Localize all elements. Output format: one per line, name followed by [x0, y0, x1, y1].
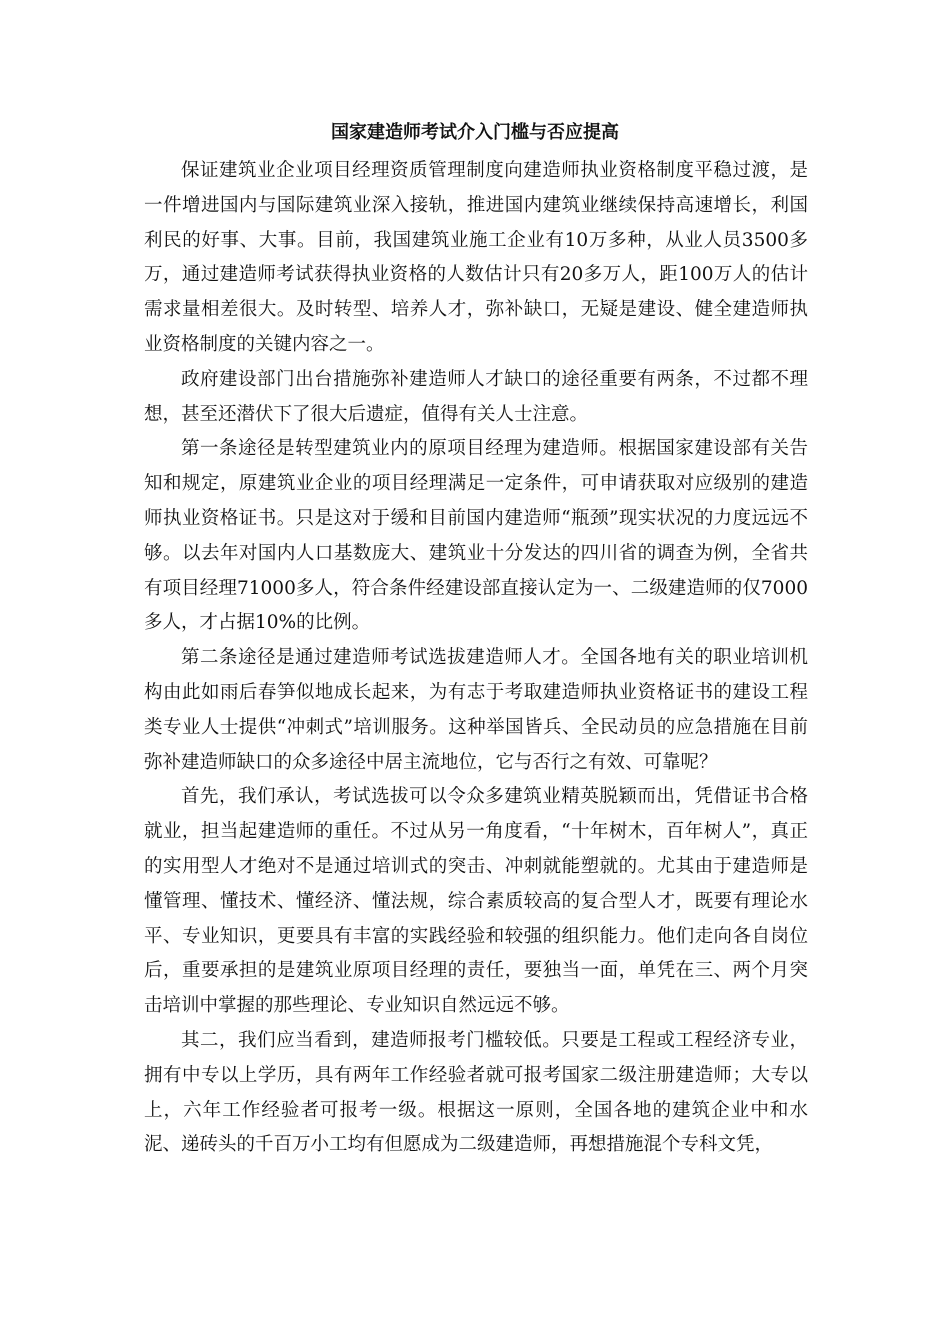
paragraph: 第一条途径是转型建筑业内的原项目经理为建造师。根据国家建设部有关告知和规定，原建筑业企业的项目经理满足一定条件，可申请获取对应级别的建造师执业资格证书。只是这对于缓和目前国内建造师“瓶颈”现实状况的力度远远不够。以去年对国内人口基数庞大、建筑业十分发达的四川省的调查为例，全省共有项目经理71000多人，符合条件经建设部直接认定为一、二级建造师的仅7000多人，才占据10%的比例。 — [144, 438, 808, 634]
paragraph: 第二条途径是通过建造师考试选拔建造师人才。全国各地有关的职业培训机构由此如雨后春笋似地成长起来，为有志于考取建造师执业资格证书的建设工程类专业人士提供“冲刺式”培训服务。这种举国皆兵、全民动员的应急措施在目前弥补建造师缺口的众多途径中居主流地位，它与否行之有效、可靠呢？ — [144, 647, 808, 773]
paragraph: 其二，我们应当看到，建造师报考门槛较低。只要是工程或工程经济专业，拥有中专以上学历，具有两年工作经验者就可报考国家二级注册建造师；大专以上，六年工作经验者可报考一级。根据这一原则，全国各地的建筑企业中和水泥、递砖头的千百万小工均有但愿成为二级建造师，再想措施混个专科文凭， — [144, 1029, 808, 1156]
document-title: 国家建造师考试介入门槛与否应提高 — [331, 122, 619, 143]
paragraph: 保证建筑业企业项目经理资质管理制度向建造师执业资格制度平稳过渡，是一件增进国内与国际建筑业深入接轨，推进国内建筑业继续保持高速增长，利国利民的好事、大事。目前，我国建筑业施工企业有10万多种，从业人员3500多万，通过建造师考试获得执业资格的人数估计只有20多万人，距100万人的估计需求量相差很大。及时转型、培养人才，弥补缺口，无疑是建设、健全建造师执业资格制度的关键内容之一。 — [144, 160, 808, 355]
paragraph: 政府建设部门出台措施弥补建造师人才缺口的途径重要有两条，不过都不理想，甚至还潜伏下了很大后遗症，值得有关人士注意。 — [144, 368, 808, 425]
paragraph: 首先，我们承认，考试选拔可以令众多建筑业精英脱颖而出，凭借证书合格就业，担当起建造师的重任。不过从另一角度看，“十年树木，百年树人”，真正的实用型人才绝对不是通过培训式的突击、冲刺就能塑就的。尤其由于建造师是懂管理、懂技术、懂经济、懂法规，综合素质较高的复合型人才，既要有理论水平、专业知识，更要具有丰富的实践经验和较强的组织能力。他们走向各自岗位后，重要承担的是建筑业原项目经理的责任，要独当一面，单凭在三、两个月突击培训中掌握的那些理论、专业知识自然远远不够。 — [144, 786, 808, 1017]
document-body — [144, 154, 808, 1163]
